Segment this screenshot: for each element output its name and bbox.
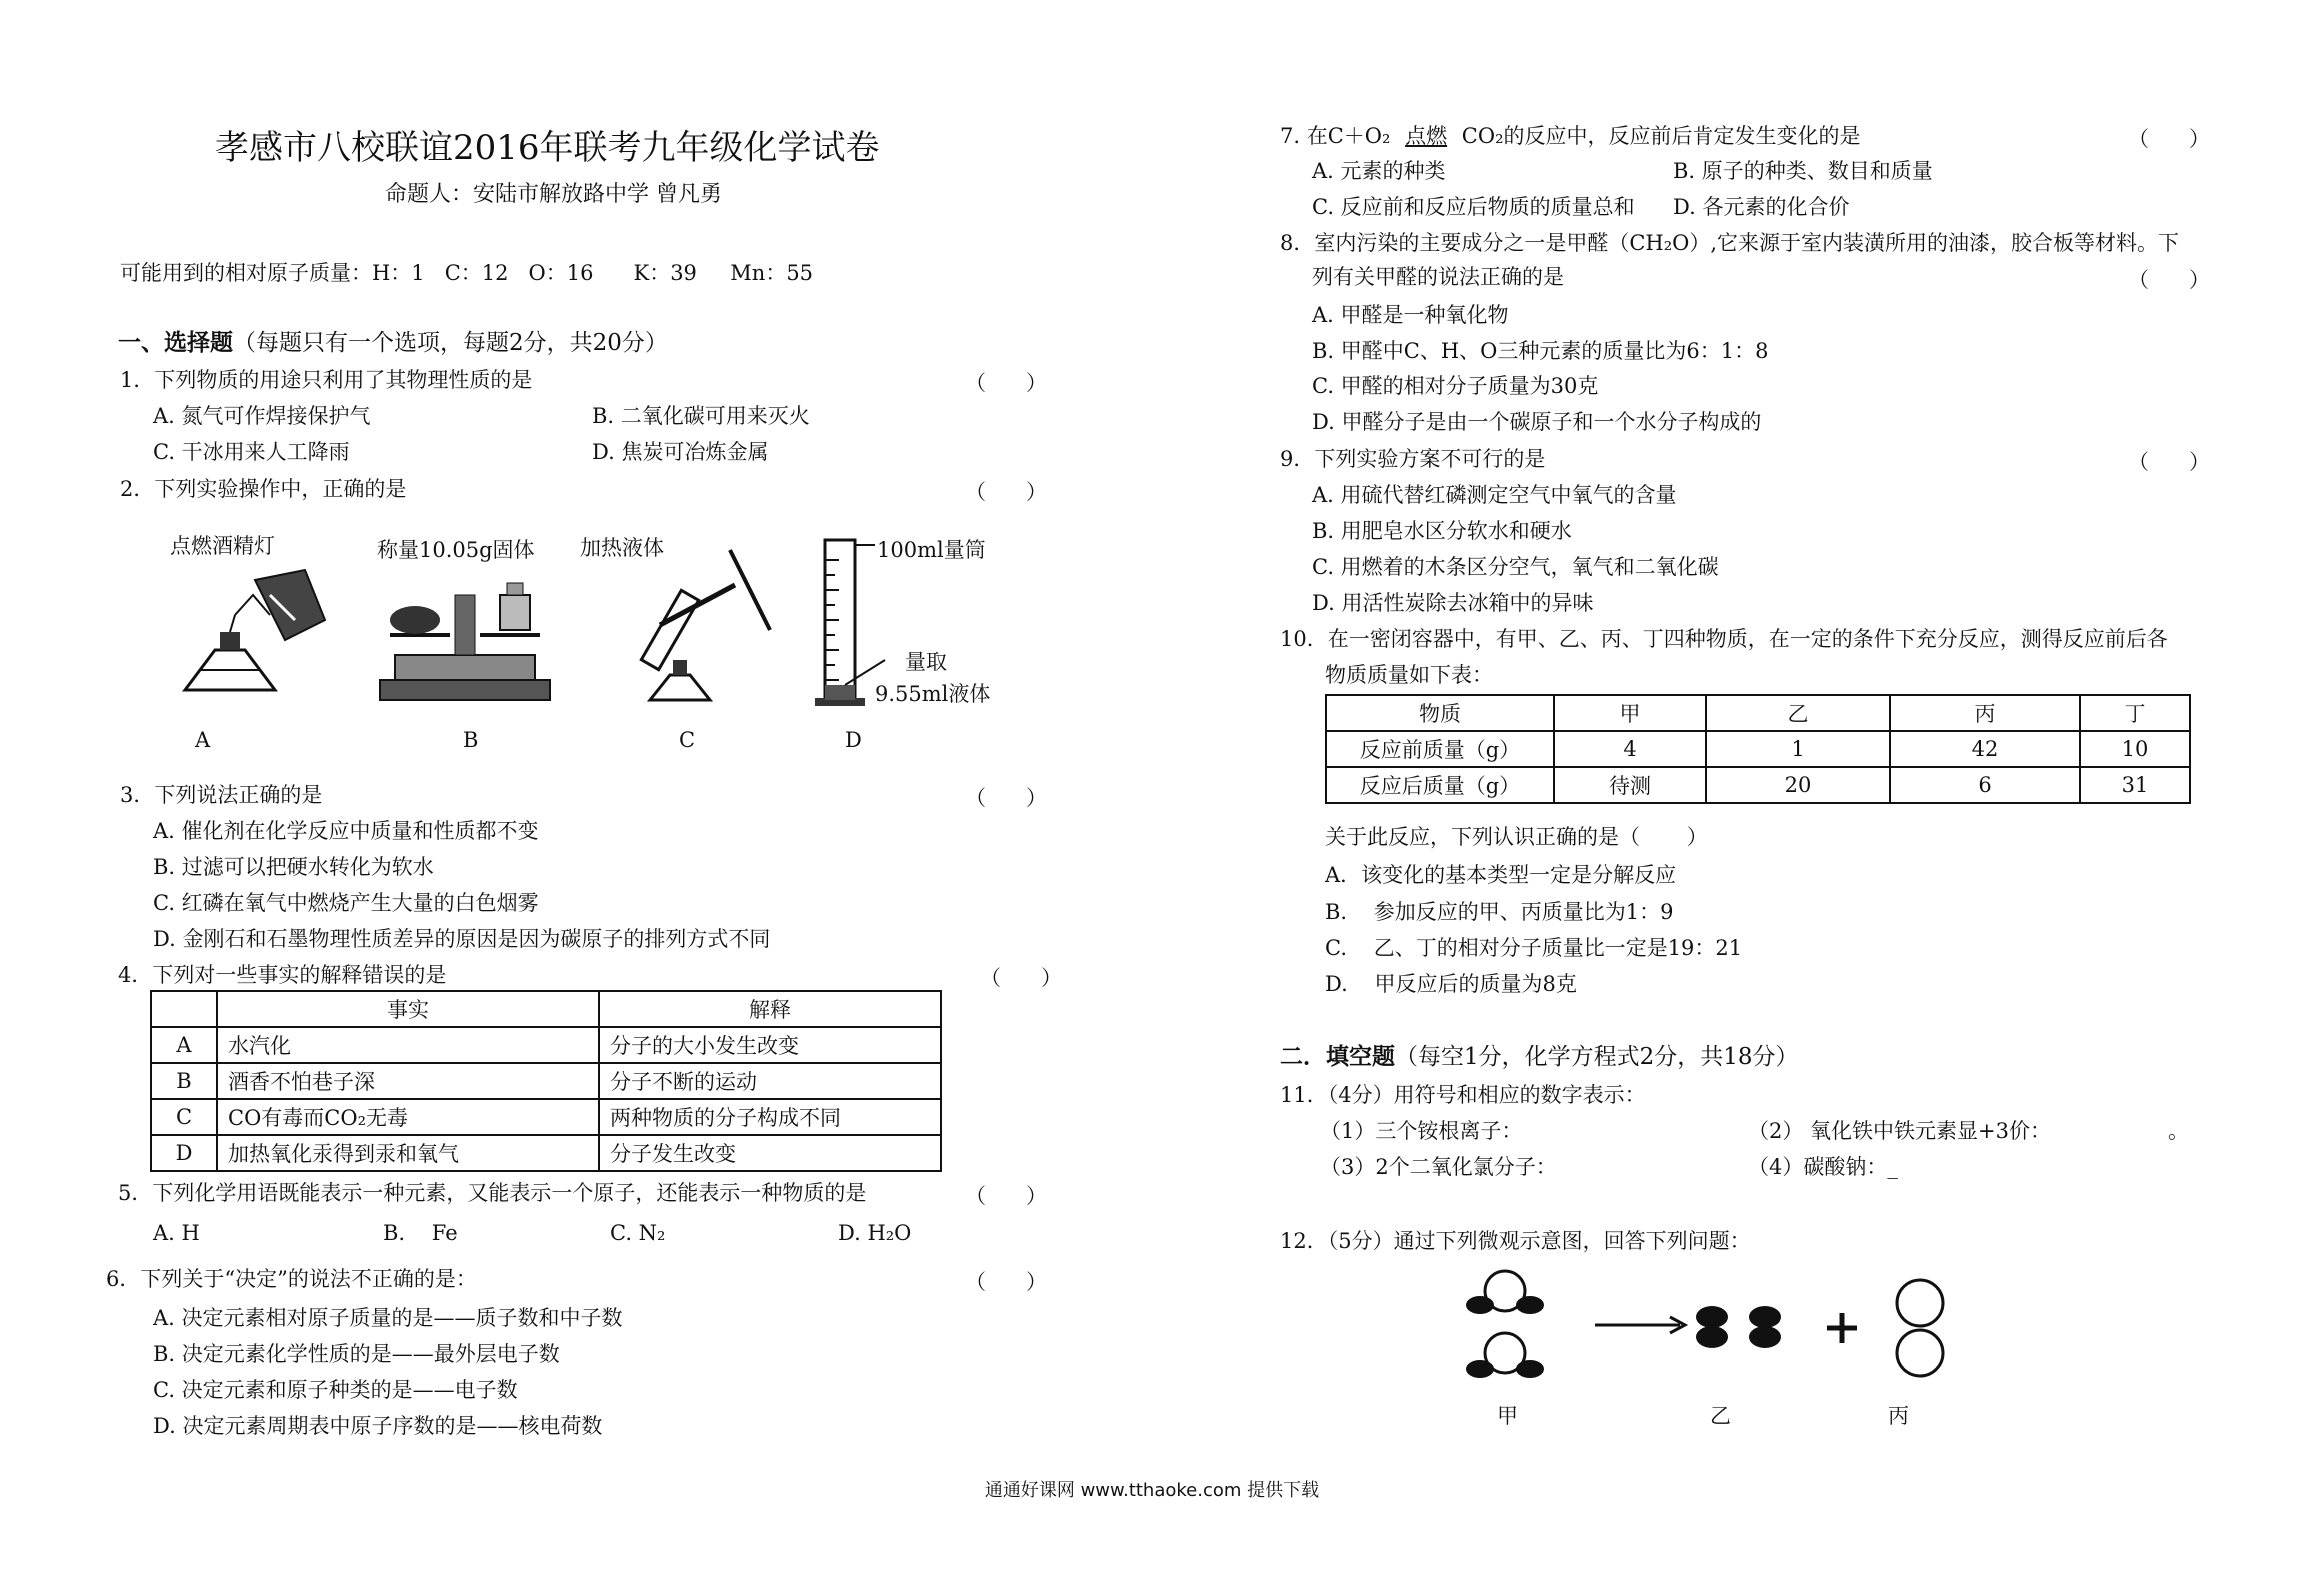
heating-liquid-illustration	[640, 550, 780, 710]
q7-option-a: A. 元素的种类	[1312, 159, 1446, 183]
table-row: A 水汽化 分子的大小发生改变	[151, 1027, 941, 1063]
q4-header-blank	[151, 991, 217, 1027]
q2-fig-b-caption: 称量10.05g固体	[377, 538, 535, 562]
q11-part2: （2） 氧化铁中铁元素显+3价：	[1748, 1119, 2051, 1143]
q5-option-c: C. N₂	[610, 1221, 666, 1245]
reaction-condition: 点燃	[1405, 124, 1448, 148]
q2-fig-c-caption: 加热液体	[580, 536, 664, 560]
q9-option-b: B. 用肥皂水区分软水和硬水	[1312, 519, 1572, 543]
product-bing	[1897, 1280, 1943, 1376]
plus-icon	[1827, 1313, 1857, 1343]
q7-option-d: D. 各元素的化合价	[1673, 195, 1850, 219]
q1-stem: 1．下列物质的用途只利用了其物理性质的是	[120, 368, 533, 392]
q12-label-yi: 乙	[1710, 1404, 1731, 1428]
q9-option-c: C. 用燃着的木条区分空气，氧气和二氧化碳	[1312, 555, 1719, 579]
q9-answer-paren: （ ）	[2128, 450, 2211, 474]
q5-answer-paren: （ ）	[965, 1184, 1048, 1208]
q11-stem: 11．（4分）用符号和相应的数字表示：	[1280, 1083, 1646, 1107]
q1-option-a: A. 氮气可作焊接保护气	[153, 404, 371, 428]
q6-answer-paren: （ ）	[965, 1270, 1048, 1294]
q8-option-d: D. 甲醛分子是由一个碳原子和一个水分子构成的	[1312, 410, 1762, 434]
q9-option-a: A. 用硫代替红磷测定空气中氧气的含量	[1312, 483, 1677, 507]
q2-label-a: A	[195, 728, 211, 752]
q9-stem: 9．下列实验方案不可行的是	[1280, 447, 1546, 471]
q10-option-c: C. 乙、丁的相对分子质量比一定是19：21	[1325, 936, 1743, 960]
reactant-molecule-2	[1466, 1333, 1544, 1378]
q4-table	[150, 990, 942, 1172]
q6-option-b: B. 决定元素化学性质的是——最外层电子数	[153, 1342, 560, 1366]
q10-header-substance: 物质	[1326, 695, 1554, 731]
q10-stem-line1: 10．在一密闭容器中，有甲、乙、丙、丁四种物质，在一定的条件下充分反应，测得反应前后各	[1280, 627, 2168, 651]
q8-option-c: C. 甲醛的相对分子质量为30克	[1312, 374, 1599, 398]
q3-option-d: D. 金刚石和石墨物理性质差异的原因是因为碳原子的排列方式不同	[153, 927, 771, 951]
q10-stem-line2: 物质质量如下表：	[1325, 663, 1493, 687]
q4-stem: 4．下列对一些事实的解释错误的是	[118, 963, 447, 987]
q2-fig-a-caption: 点燃酒精灯	[170, 534, 275, 558]
q5-stem: 5．下列化学用语既能表示一种元素，又能表示一个原子，还能表示一种物质的是	[118, 1181, 867, 1205]
product-yi	[1696, 1306, 1781, 1348]
q8-stem-line1: 8．室内污染的主要成分之一是甲醛（CH₂O）,它来源于室内装潢所用的油漆，胶合板等材料。下	[1280, 231, 2180, 255]
graduated-cylinder-illustration	[815, 540, 905, 710]
q5-option-a: A. H	[153, 1221, 200, 1245]
q6-option-d: D. 决定元素周期表中原子序数的是——核电荷数	[153, 1414, 603, 1438]
q7-option-c: C. 反应前和反应后物质的质量总和	[1312, 195, 1635, 219]
q8-answer-paren: （ ）	[2128, 268, 2211, 292]
q8-option-a: A. 甲醛是一种氧化物	[1312, 303, 1509, 327]
q3-answer-paren: （ ）	[965, 786, 1048, 810]
footer-source: 通通好课网 www.tthaoke.com 提供下载	[984, 1480, 1320, 1501]
q6-option-c: C. 决定元素和原子种类的是——电子数	[153, 1378, 518, 1402]
q10-option-d: D. 甲反应后的质量为8克	[1325, 972, 1577, 996]
section-2-heading: 二．填空题（每空1分，化学方程式2分，共18分）	[1280, 1043, 1799, 1070]
q10-option-a: A．该变化的基本类型一定是分解反应	[1325, 863, 1677, 887]
q10-header-ding: 丁	[2080, 695, 2190, 731]
q2-label-d: D	[845, 728, 862, 752]
q8-option-b: B. 甲醛中C、H、O三种元素的质量比为6：1：8	[1312, 339, 1769, 363]
q12-stem: 12．（5分）通过下列微观示意图，回答下列问题：	[1280, 1229, 1751, 1253]
q10-ask: 关于此反应，下列认识正确的是（ ）	[1325, 825, 1708, 849]
table-row: 反应后质量（g） 待测 20 6 31	[1326, 767, 2190, 803]
q10-header-jia: 甲	[1554, 695, 1706, 731]
q2-fig-d-caption: 100ml量筒	[877, 538, 986, 562]
q6-stem: 6．下列关于“决定”的说法不正确的是：	[106, 1267, 477, 1291]
q4-answer-paren: （ ）	[980, 966, 1063, 990]
q10-option-b: B. 参加反应的甲、丙质量比为1：9	[1325, 900, 1674, 924]
q3-option-a: A. 催化剂在化学反应中质量和性质都不变	[153, 819, 539, 843]
q12-label-bing: 丙	[1888, 1404, 1909, 1428]
q4-header-fact: 事实	[217, 991, 599, 1027]
q3-option-c: C. 红磷在氧气中燃烧产生大量的白色烟雾	[153, 891, 539, 915]
q1-option-b: B. 二氧化碳可用来灭火	[592, 404, 810, 428]
microscopic-reaction-diagram	[1465, 1265, 1985, 1405]
q3-option-b: B. 过滤可以把硬水转化为软水	[153, 855, 434, 879]
table-row: B 酒香不怕巷子深 分子不断的运动	[151, 1063, 941, 1099]
q7-answer-paren: （ ）	[2128, 127, 2211, 151]
q3-stem: 3．下列说法正确的是	[120, 783, 323, 807]
q2-answer-paren: （ ）	[965, 480, 1048, 504]
q12-label-jia: 甲	[1497, 1404, 1518, 1428]
reactant-molecule-1	[1466, 1271, 1544, 1314]
q2-label-c: C	[679, 728, 696, 752]
q7-option-b: B. 原子的种类、数目和质量	[1673, 159, 1933, 183]
q2-stem: 2．下列实验操作中，正确的是	[120, 477, 407, 501]
q4-header-explain: 解释	[599, 991, 941, 1027]
q8-stem-line2: 列有关甲醛的说法正确的是	[1312, 265, 1564, 289]
q2-fig-d-note1: 量取	[905, 650, 947, 674]
q7-stem: 7. 在C＋O₂ 点燃 CO₂的反应中，反应前后肯定发生变化的是	[1280, 124, 1861, 148]
q1-option-d: D. 焦炭可冶炼金属	[592, 440, 769, 464]
q5-option-d: D. H₂O	[838, 1221, 912, 1245]
section-1-heading: 一、选择题（每题只有一个选项，每题2分，共20分）	[118, 329, 668, 356]
q10-table	[1325, 694, 2191, 804]
q6-option-a: A. 决定元素相对原子质量的是——质子数和中子数	[153, 1306, 623, 1330]
q11-part1: （1）三个铵根离子：	[1320, 1119, 1523, 1143]
q11-part3: （3）2个二氧化氯分子：	[1320, 1155, 1557, 1179]
table-row: C CO有毒而CO₂无毒 两种物质的分子构成不同	[151, 1099, 941, 1135]
q11-part2-end: 。	[2168, 1119, 2189, 1143]
q1-answer-paren: （ ）	[965, 371, 1048, 395]
q10-header-yi: 乙	[1706, 695, 1890, 731]
balance-illustration	[375, 575, 555, 705]
q11-part4: （4）碳酸钠：_	[1748, 1155, 1898, 1179]
q9-option-d: D. 用活性炭除去冰箱中的异味	[1312, 591, 1594, 615]
q5-option-b: B. Fe	[383, 1221, 458, 1245]
alcohol-lamp-illustration	[175, 570, 325, 710]
author-line: 命题人：安陆市解放路中学 曾凡勇	[385, 182, 722, 207]
table-row: D 加热氧化汞得到汞和氧气 分子发生改变	[151, 1135, 941, 1171]
q1-option-c: C. 干冰用来人工降雨	[153, 440, 350, 464]
page-title: 孝感市八校联谊2016年联考九年级化学试卷	[215, 128, 880, 168]
table-row: 反应前质量（g） 4 1 42 10	[1326, 731, 2190, 767]
atomic-mass-line: 可能用到的相对原子质量：H：1 C：12 O：16 K：39 Mn：55	[120, 261, 814, 285]
q10-header-bing: 丙	[1890, 695, 2080, 731]
q2-label-b: B	[463, 728, 479, 752]
q2-fig-d-note2: 9.55ml液体	[875, 682, 991, 706]
reaction-arrow-icon	[1595, 1317, 1685, 1333]
